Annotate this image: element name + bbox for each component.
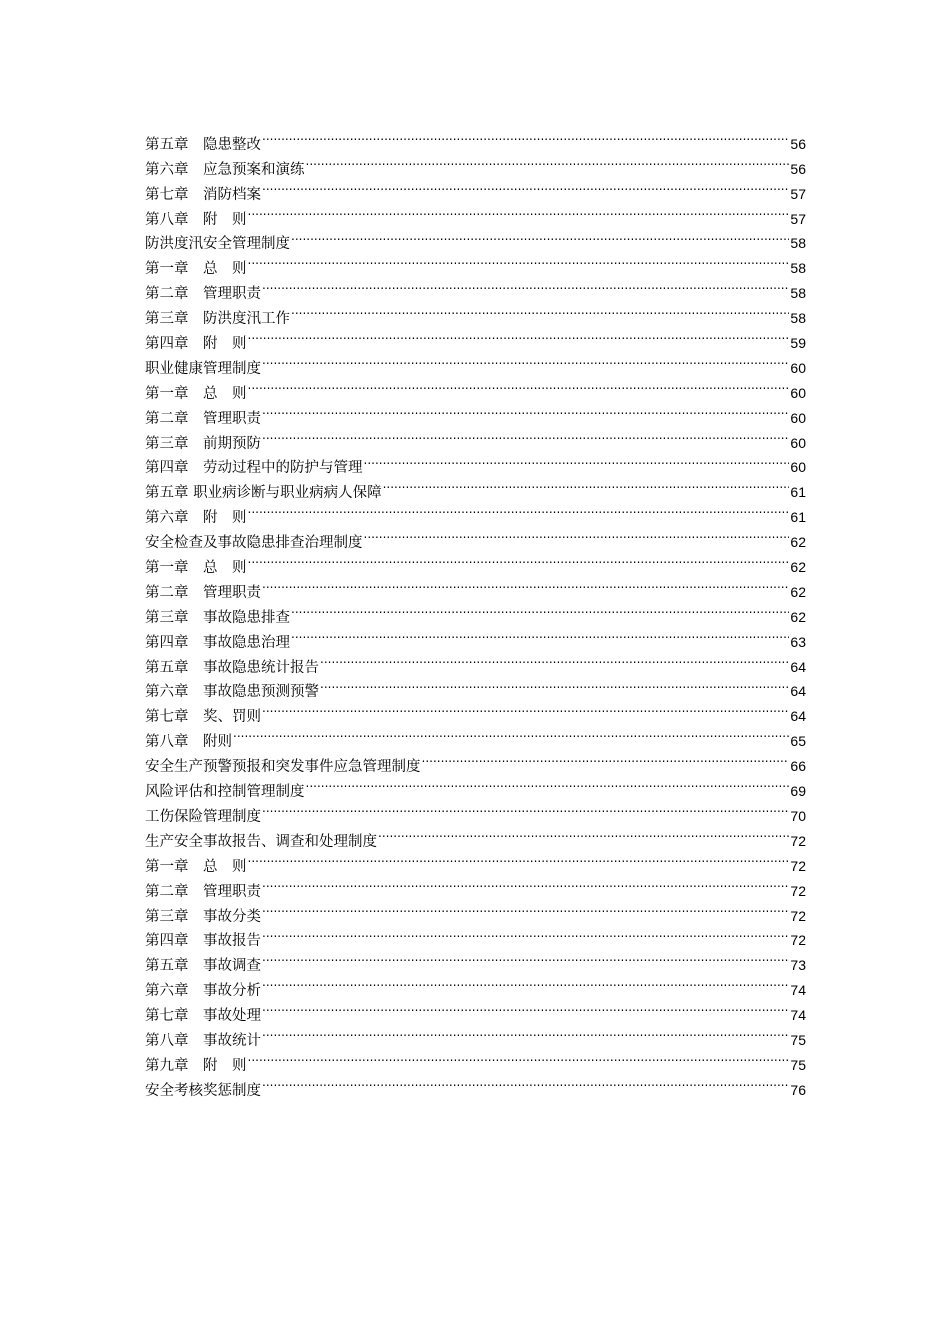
toc-entry-title: 第七章 事故处理 — [145, 1008, 261, 1025]
toc-entry-page-number: 76 — [790, 1081, 806, 1098]
toc-dot-leader — [248, 497, 790, 522]
toc-dot-leader — [262, 796, 789, 821]
toc-entry-title: 第三章 事故分类 — [145, 908, 261, 925]
toc-entry-page-number: 60 — [790, 459, 806, 476]
toc-entry-title: 第八章 附则 — [145, 734, 232, 751]
toc-dot-leader — [248, 547, 790, 572]
toc-entry-page-number: 58 — [790, 285, 806, 302]
toc-dot-leader — [291, 622, 789, 647]
toc-dot-leader — [262, 871, 789, 896]
toc-dot-leader — [291, 298, 789, 323]
toc-dot-leader — [262, 921, 789, 946]
toc-dot-leader — [422, 746, 790, 771]
toc-entry-title: 第六章 应急预案和演练 — [145, 161, 305, 178]
toc-entry-title: 职业健康管理制度 — [145, 360, 261, 377]
toc-entry-page-number: 63 — [790, 633, 806, 650]
toc-entry-title: 第二章 管理职责 — [145, 584, 261, 601]
toc-entry-title: 第八章 附 则 — [145, 211, 247, 228]
table-of-contents — [145, 124, 806, 1099]
toc-entry-page-number: 59 — [790, 335, 806, 352]
toc-entry-title: 安全检查及事故隐患排查治理制度 — [145, 535, 363, 552]
toc-entry-page-number: 57 — [790, 185, 806, 202]
toc-entry-title: 第七章 消防档案 — [145, 186, 261, 203]
toc-entry-page-number: 72 — [790, 832, 806, 849]
toc-dot-leader — [262, 398, 789, 423]
toc-entry-title: 第一章 总 则 — [145, 858, 247, 875]
toc-entry-page-number: 75 — [790, 1031, 806, 1048]
toc-dot-leader — [291, 224, 789, 249]
toc-entry-page-number: 64 — [790, 658, 806, 675]
toc-entry-title: 第一章 总 则 — [145, 385, 247, 402]
toc-dot-leader — [262, 970, 789, 995]
toc-entry-page-number: 56 — [790, 135, 806, 152]
toc-entry[interactable] — [145, 721, 806, 751]
toc-dot-leader — [248, 846, 790, 871]
toc-entry-page-number: 69 — [790, 783, 806, 800]
toc-entry-title: 安全生产预警预报和突发事件应急管理制度 — [145, 759, 421, 776]
toc-entry-title: 第二章 管理职责 — [145, 286, 261, 303]
toc-dot-leader — [262, 995, 789, 1020]
toc-entry-page-number: 64 — [790, 683, 806, 700]
toc-entry-title: 第三章 前期预防 — [145, 435, 261, 452]
toc-entry-page-number: 57 — [790, 210, 806, 227]
toc-entry-title: 第八章 事故统计 — [145, 1032, 261, 1049]
toc-entry-title: 第二章 管理职责 — [145, 410, 261, 427]
toc-entry-page-number: 56 — [790, 160, 806, 177]
toc-entry-title: 第四章 附 则 — [145, 336, 247, 353]
toc-entry-page-number: 58 — [790, 260, 806, 277]
toc-dot-leader — [262, 348, 789, 373]
toc-dot-leader — [262, 124, 789, 149]
toc-entry-title: 第一章 总 则 — [145, 261, 247, 278]
toc-entry-page-number: 62 — [790, 608, 806, 625]
toc-dot-leader — [248, 373, 790, 398]
toc-dot-leader — [262, 896, 789, 921]
toc-entry-page-number: 72 — [790, 857, 806, 874]
toc-entry-title: 第七章 奖、罚则 — [145, 709, 261, 726]
toc-entry-title: 风险评估和控制管理制度 — [145, 784, 305, 801]
toc-dot-leader — [291, 597, 789, 622]
toc-entry-title: 第四章 事故报告 — [145, 933, 261, 950]
toc-entry-title: 第二章 管理职责 — [145, 883, 261, 900]
toc-dot-leader — [320, 672, 789, 697]
toc-entry-title: 工伤保险管理制度 — [145, 808, 261, 825]
toc-entry[interactable] — [145, 746, 806, 776]
toc-dot-leader — [262, 174, 789, 199]
toc-dot-leader — [306, 771, 790, 796]
toc-entry-title: 第六章 事故分析 — [145, 983, 261, 1000]
toc-entry-page-number: 70 — [790, 807, 806, 824]
toc-entry-page-number: 60 — [790, 409, 806, 426]
toc-dot-leader — [364, 522, 790, 547]
toc-entry-title: 第九章 附 则 — [145, 1057, 247, 1074]
toc-entry-title: 第三章 防洪度汛工作 — [145, 311, 290, 328]
toc-dot-leader — [248, 248, 790, 273]
toc-entry-page-number: 61 — [790, 484, 806, 501]
toc-dot-leader — [378, 821, 789, 846]
toc-dot-leader — [248, 323, 790, 348]
toc-entry-title: 安全考核奖惩制度 — [145, 1082, 261, 1099]
toc-entry-page-number: 72 — [790, 882, 806, 899]
toc-dot-leader — [320, 647, 789, 672]
toc-entry-page-number: 72 — [790, 907, 806, 924]
toc-dot-leader — [383, 472, 790, 497]
toc-entry-title: 第四章 事故隐患治理 — [145, 634, 290, 651]
toc-dot-leader — [233, 721, 789, 746]
toc-dot-leader — [248, 1045, 790, 1070]
toc-entry-title: 第四章 劳动过程中的防护与管理 — [145, 460, 363, 477]
toc-entry-page-number: 62 — [790, 534, 806, 551]
toc-entry-title: 第六章 事故隐患预测预警 — [145, 684, 319, 701]
toc-entry-title: 第五章 事故隐患统计报告 — [145, 659, 319, 676]
toc-entry-page-number: 58 — [790, 310, 806, 327]
toc-entry-page-number: 60 — [790, 384, 806, 401]
toc-dot-leader — [262, 273, 789, 298]
toc-entry-title: 第五章 职业病诊断与职业病病人保障 — [145, 485, 382, 502]
toc-entry-page-number: 65 — [790, 733, 806, 750]
toc-entry-page-number: 75 — [790, 1056, 806, 1073]
toc-entry-page-number: 64 — [790, 708, 806, 725]
toc-entry-page-number: 60 — [790, 434, 806, 451]
toc-entry[interactable] — [145, 124, 806, 153]
toc-entry-title: 生产安全事故报告、调查和处理制度 — [145, 833, 377, 850]
toc-entry-title: 第五章 事故调查 — [145, 958, 261, 975]
toc-entry-page-number: 74 — [790, 1007, 806, 1024]
toc-entry-page-number: 58 — [790, 235, 806, 252]
toc-dot-leader — [262, 423, 789, 448]
toc-entry-title: 第五章 隐患整改 — [145, 136, 261, 153]
toc-entry-title: 第三章 事故隐患排查 — [145, 609, 290, 626]
toc-entry-page-number: 60 — [790, 359, 806, 376]
toc-dot-leader — [306, 149, 790, 174]
toc-entry-title: 防洪度汛安全管理制度 — [145, 236, 290, 253]
toc-entry-page-number: 62 — [790, 559, 806, 576]
toc-dot-leader — [262, 1020, 789, 1045]
toc-dot-leader — [262, 572, 789, 597]
toc-dot-leader — [262, 1070, 789, 1095]
toc-dot-leader — [262, 696, 789, 721]
toc-entry-page-number: 73 — [790, 957, 806, 974]
toc-entry-title: 第一章 总 则 — [145, 560, 247, 577]
toc-entry-page-number: 61 — [790, 509, 806, 526]
toc-dot-leader — [262, 945, 789, 970]
toc-dot-leader — [364, 448, 790, 473]
toc-entry-page-number: 72 — [790, 932, 806, 949]
toc-entry-page-number: 66 — [790, 758, 806, 775]
toc-entry-page-number: 74 — [790, 982, 806, 999]
toc-entry-page-number: 62 — [790, 583, 806, 600]
toc-entry-title: 第六章 附 则 — [145, 510, 247, 527]
toc-dot-leader — [248, 199, 790, 224]
